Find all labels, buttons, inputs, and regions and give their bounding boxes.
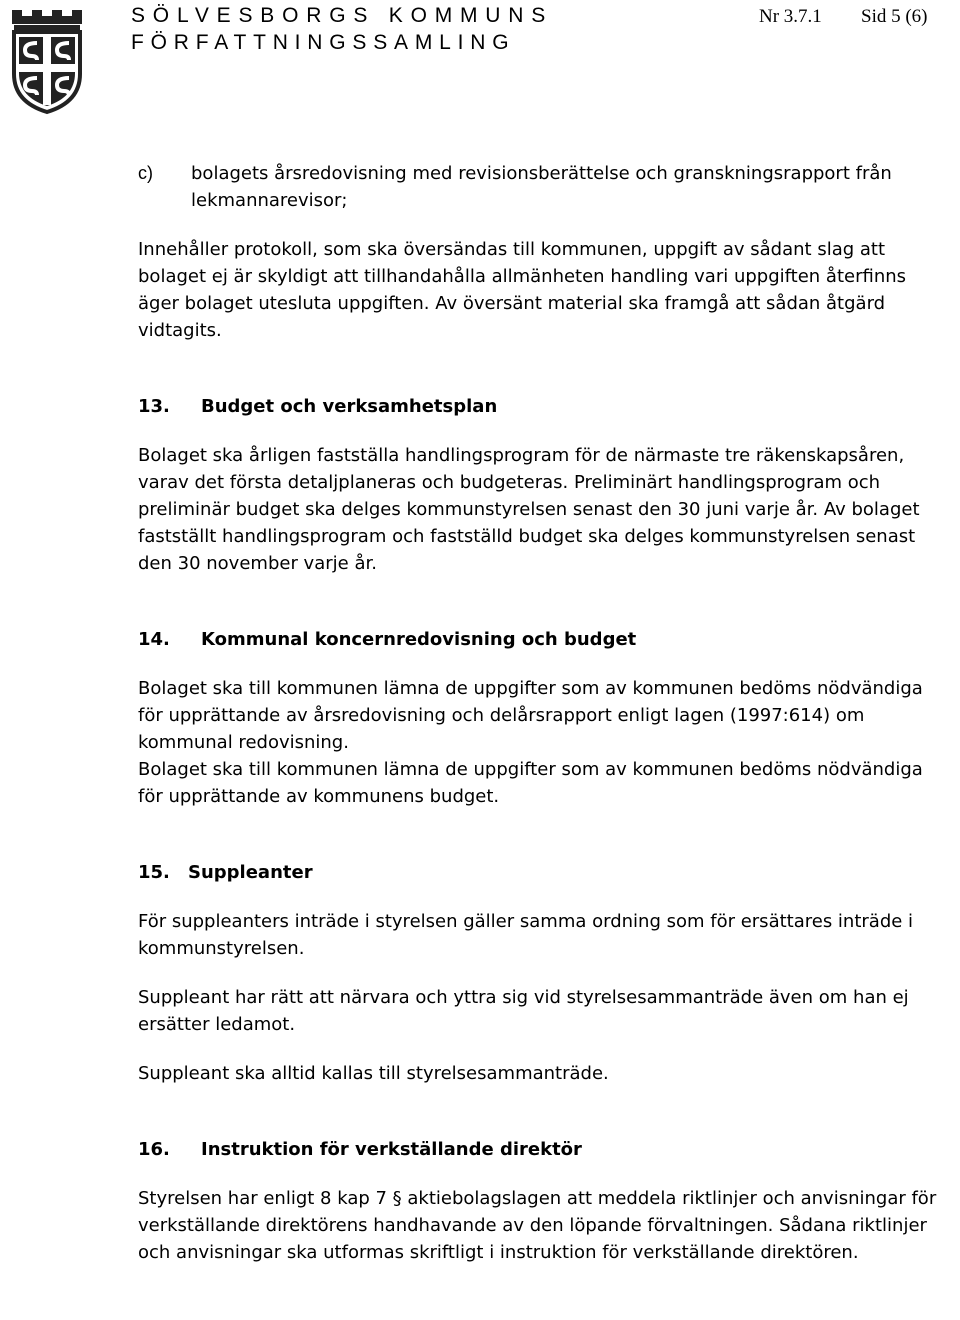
list-item-text: bolagets årsredovisning med revisionsberättelse och granskningsrapport från lekmannarevisor; — [191, 163, 892, 211]
document-body — [138, 160, 950, 1266]
section-14-paragraph-2: Bolaget ska till kommunen lämna de uppgifter som av kommunen bedöms nödvändiga för upprättande av kommunens budget. — [138, 759, 923, 807]
section-heading-16: 16. Instruktion för verkställande direktör — [138, 1139, 582, 1160]
municipal-crest-icon — [6, 6, 88, 116]
section-13-paragraph: Bolaget ska årligen fastställa handlingsprogram för de närmaste tre räkenskapsåren, varav det första detaljplaneras och budgeteras. Preliminärt handlingsprogram och preliminär budget ska delges kommunstyrelsen senast den 30 juni varje år. Av bolaget fastställt handlingsprogram och fastställd budget ska delges kommunstyrelsen senast den 30 november varje år. — [138, 445, 920, 574]
statute-collection-title: FÖRFATTNINGSSAMLING — [131, 31, 516, 54]
section-15-paragraph-3: Suppleant ska alltid kallas till styrelsesammanträde. — [138, 1063, 609, 1084]
document-number: Nr 3.7.1 — [759, 6, 822, 27]
section-15-paragraph-1: För suppleanters inträde i styrelsen gäller samma ordning som för ersättares inträde i kommunstyrelsen. — [138, 911, 914, 959]
section-heading-15: 15. Suppleanter — [138, 862, 313, 883]
section-14-paragraph-1: Bolaget ska till kommunen lämna de uppgifter som av kommunen bedöms nödvändiga för upprättande av årsredovisning och delårsrapport enligt lagen (1997:614) om kommunal redovisning. — [138, 678, 923, 753]
section-heading-14: 14. Kommunal koncernredovisning och budget — [138, 629, 637, 650]
municipality-name: SÖLVESBORGS KOMMUNS — [131, 4, 554, 27]
section-16-paragraph: Styrelsen har enligt 8 kap 7 § aktiebolagslagen att meddela riktlinjer och anvisningar för verkställande direktörens handhavande av den löpande förvaltningen. Sådana riktlinjer och anvisningar ska utformas skriftligt i instruktion för verkställande direktören. — [138, 1188, 937, 1263]
section-15-paragraph-2: Suppleant har rätt att närvara och yttra sig vid styrelsesammanträde även om han ej ersätter ledamot. — [138, 987, 909, 1035]
section-heading-13: 13. Budget och verksamhetsplan — [138, 396, 498, 417]
page-indicator: Sid 5 (6) — [861, 6, 928, 27]
protocol-paragraph: Innehåller protokoll, som ska översändas till kommunen, uppgift av sådant slag att bolaget ej är skyldigt att tillhandahålla allmänheten handling vari uppgiften återfinns äger bolaget utesluta uppgiften. Av översänt material ska framgå att sådan åtgärd vidtagits. — [138, 239, 907, 341]
list-marker: c) — [138, 163, 153, 183]
list-item-c — [138, 160, 950, 214]
